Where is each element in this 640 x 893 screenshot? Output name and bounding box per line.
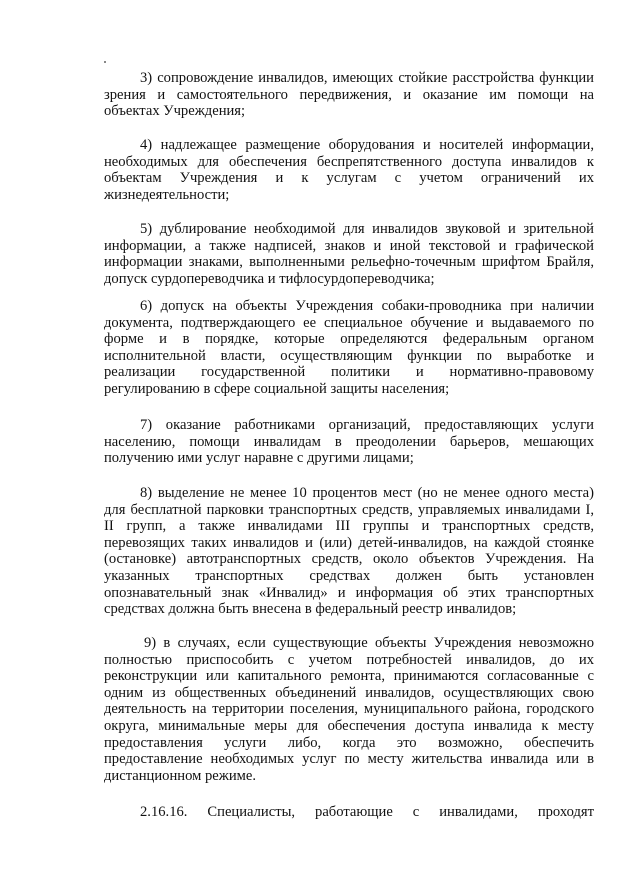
text-line: деятельность на территории поселения, муниципального района, городского xyxy=(104,701,594,718)
text-line: населению, помощи инвалидам в преодолении барьеров, мешающих xyxy=(104,433,594,450)
paragraph xyxy=(104,417,594,467)
text-line: 9) в случаях, если существующие объекты Учреждения невозможно xyxy=(144,635,594,651)
text-line: необходимых для обеспечения беспрепятственного доступа инвалидов к xyxy=(104,153,594,170)
text-line: документа, подтверждающего ее специальное обучение и выдаваемого по xyxy=(104,314,594,331)
paragraph xyxy=(104,635,594,784)
text-line: одним из общественных объединений инвалидов, осуществляющих свою xyxy=(104,684,594,701)
text-line: 6) допуск на объекты Учреждения собаки-проводника при наличии xyxy=(140,298,594,314)
text-line: 5) дублирование необходимой для инвалидов звуковой и зрительной xyxy=(140,221,594,237)
text-line: округа, минимальные меры для обеспечения доступа инвалида к месту xyxy=(104,717,594,734)
text-line: объектах Учреждения; xyxy=(104,103,246,120)
text-line: реализации государственной политики и нормативно-правовому xyxy=(104,364,594,381)
text-line: указанных транспортных средствах должен быть установлен xyxy=(104,567,594,584)
paragraph xyxy=(104,485,594,618)
text-line: объектам Учреждения и к услугам с учетом ограничений их xyxy=(104,170,594,187)
text-line: допуск сурдопереводчика и тифлосурдопереводчика; xyxy=(104,270,435,287)
text-line: II групп, а также инвалидами III группы и транспортных средств, xyxy=(104,518,594,535)
text-line: для бесплатной парковки транспортных средств, управляемых инвалидами I, xyxy=(104,501,594,518)
paragraph xyxy=(104,70,594,120)
text-line: дистанционном режиме. xyxy=(104,767,257,784)
text-line: средствах должна быть внесена в федеральный реестр инвалидов; xyxy=(104,601,517,618)
scan-speck xyxy=(104,61,106,63)
text-line: (остановке) автотранспортных средств, около объектов Учреждения. На xyxy=(104,551,594,568)
text-line: жизнедеятельности; xyxy=(104,186,230,203)
text-line: исполнительной власти, осуществляющим функции по выработке и xyxy=(104,347,594,364)
paragraph xyxy=(104,137,594,203)
text-line: информации знаками, выполненными рельефно-точечным шрифтом Брайля, xyxy=(104,254,594,271)
paragraph xyxy=(104,804,594,821)
text-line: информации, а также надписей, знаков и иной текстовой и графической xyxy=(104,237,594,254)
text-line: реконструкции или капитального ремонта, принимаются согласованные с xyxy=(104,668,594,685)
text-line: предоставление необходимых услуг по месту жительства инвалида или в xyxy=(104,751,594,768)
text-line: форме и в порядке, которые определяются федеральным органом xyxy=(104,331,594,348)
text-line: опознавательный знак «Инвалид» и информация об этих транспортных xyxy=(104,584,594,601)
text-line: 2.16.16. Специалисты, работающие с инвалидами, проходят xyxy=(140,804,594,820)
text-line: получению ими услуг наравне с другими лицами; xyxy=(104,450,414,467)
text-line: 3) сопровождение инвалидов, имеющих стойкие расстройства функции xyxy=(140,70,594,86)
text-line: предоставления услуги либо, когда это возможно, обеспечить xyxy=(104,734,594,751)
text-line: регулированию в сфере социальной защиты населения; xyxy=(104,380,450,397)
text-line: перевозящих таких инвалидов и (или) детей-инвалидов, на каждой стоянке xyxy=(104,534,594,551)
paragraph xyxy=(104,298,594,398)
text-line: 4) надлежащее размещение оборудования и носителей информации, xyxy=(140,137,594,153)
text-line: зрения и самостоятельного передвижения, и оказание им помощи на xyxy=(104,86,594,103)
text-line: 7) оказание работниками организаций, предоставляющих услуги xyxy=(140,417,594,433)
text-line: 8) выделение не менее 10 процентов мест (но не менее одного места) xyxy=(140,485,594,501)
text-line: полностью приспособить с учетом потребностей инвалидов, до их xyxy=(104,651,594,668)
paragraph xyxy=(104,221,594,287)
